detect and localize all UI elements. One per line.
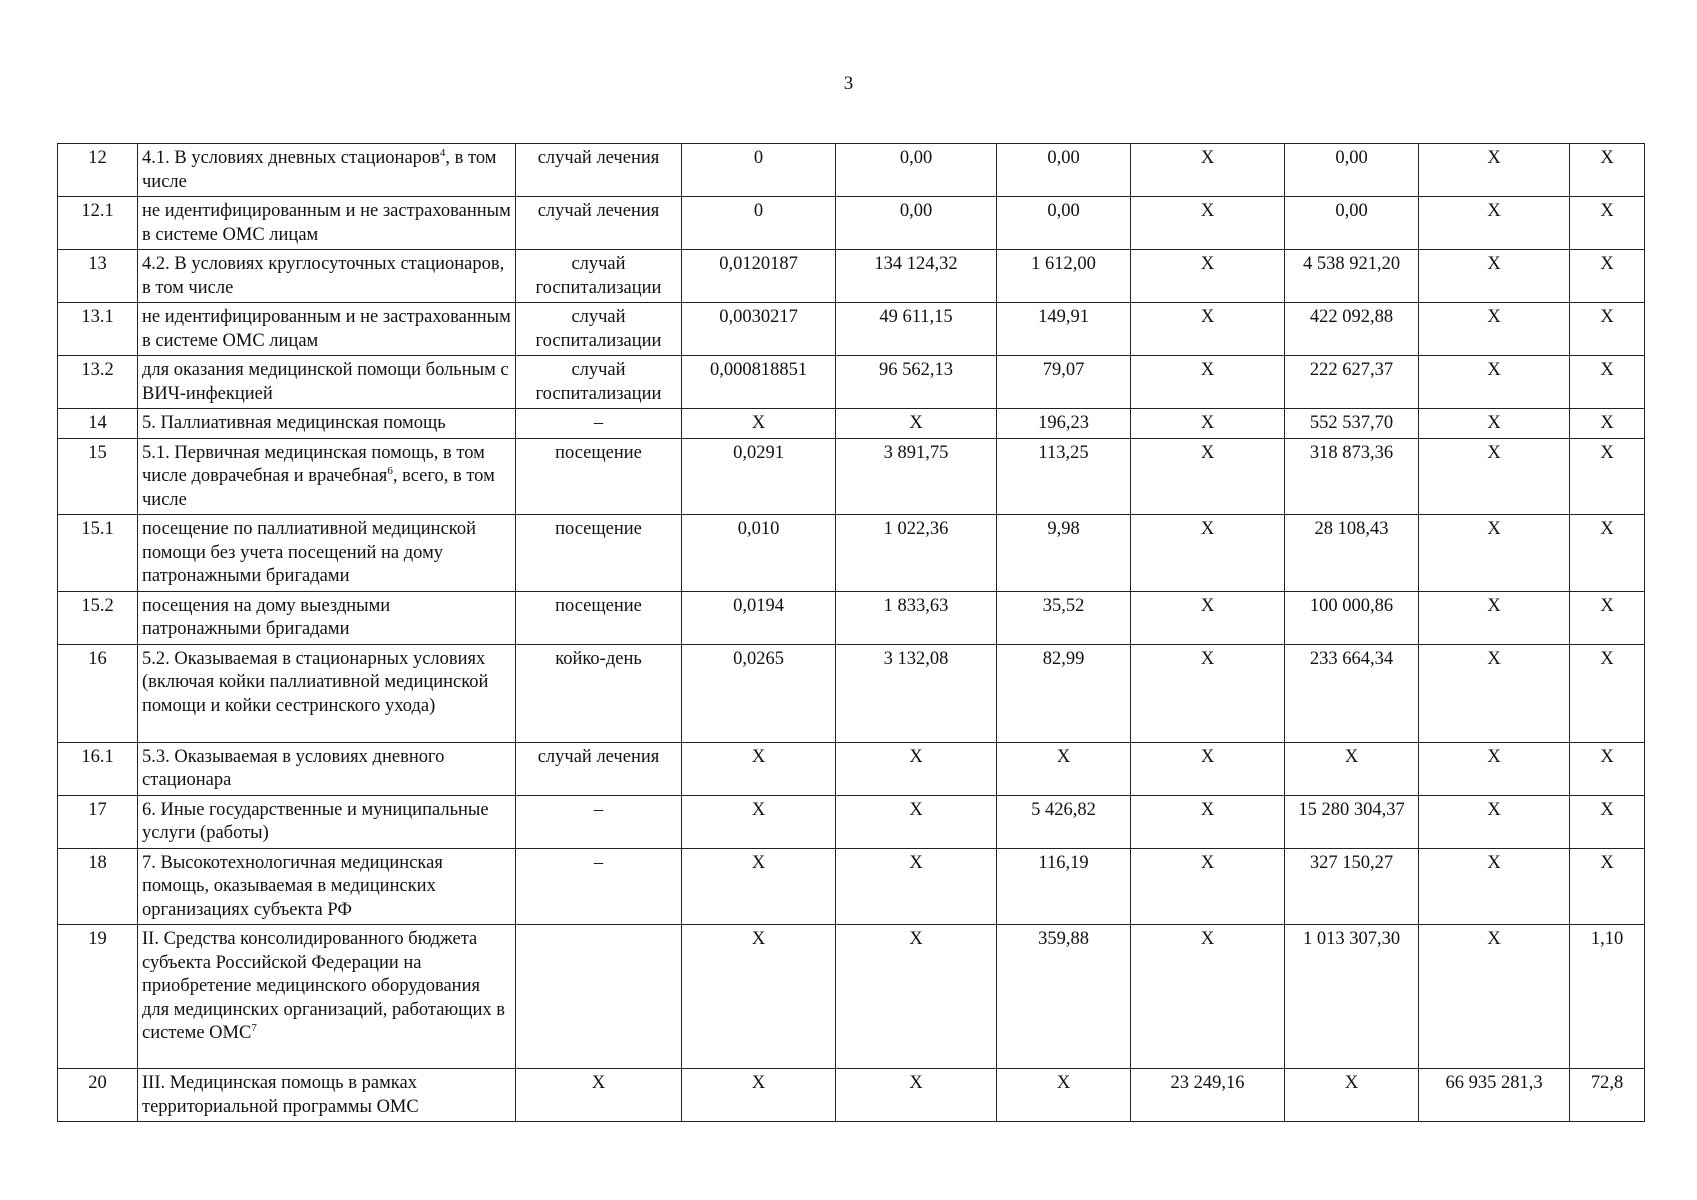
value-cell-1: Х (682, 409, 836, 439)
value-cell-2: 96 562,13 (836, 356, 997, 409)
row-number-cell: 12.1 (58, 197, 138, 250)
value-cell-2: Х (836, 409, 997, 439)
value-cell-4: Х (1131, 409, 1285, 439)
table-body (58, 144, 1645, 1122)
value-cell-2: 134 124,32 (836, 250, 997, 303)
item-name-text: 5. Паллиативная медицинская помощь (142, 413, 446, 433)
value-cell-4: Х (1131, 742, 1285, 795)
value-cell-4: Х (1131, 250, 1285, 303)
item-name-tail: , всего, в том числе (142, 466, 495, 510)
value-cell-5: Х (1285, 742, 1419, 795)
item-name-text: для оказания медицинской помощи больным с ВИЧ-инфекцией (142, 360, 509, 404)
row-number-cell: 13.1 (58, 303, 138, 356)
value-cell-6: Х (1419, 144, 1570, 197)
value-cell-5: 0,00 (1285, 144, 1419, 197)
value-cell-2: 1 022,36 (836, 515, 997, 592)
unit-cell: Х (516, 1069, 682, 1122)
value-cell-2: Х (836, 925, 997, 1069)
value-cell-4: Х (1131, 144, 1285, 197)
value-cell-7: Х (1570, 409, 1645, 439)
unit-cell: – (516, 795, 682, 848)
value-cell-6: Х (1419, 925, 1570, 1069)
table-row (58, 250, 1645, 303)
value-cell-4: Х (1131, 925, 1285, 1069)
unit-cell: койко-день (516, 644, 682, 742)
value-cell-1: Х (682, 795, 836, 848)
item-name-cell (138, 197, 516, 250)
value-cell-6: Х (1419, 515, 1570, 592)
unit-cell: – (516, 848, 682, 925)
item-name-text: 5.3. Оказываемая в условиях дневного стационара (142, 746, 445, 790)
value-cell-1: 0,010 (682, 515, 836, 592)
item-name-text: 7. Высокотехнологичная медицинская помощь, оказываемая в медицинских организациях субъекта РФ (142, 852, 443, 920)
row-number-cell: 15.1 (58, 515, 138, 592)
row-number-cell: 16 (58, 644, 138, 742)
value-cell-6: Х (1419, 848, 1570, 925)
item-name-cell (138, 250, 516, 303)
unit-cell: посещение (516, 438, 682, 515)
value-cell-4: Х (1131, 644, 1285, 742)
item-name-cell (138, 591, 516, 644)
item-name-cell (138, 1069, 516, 1122)
value-cell-7: Х (1570, 144, 1645, 197)
table-row (58, 848, 1645, 925)
value-cell-4: Х (1131, 591, 1285, 644)
value-cell-2: Х (836, 848, 997, 925)
table-row (58, 197, 1645, 250)
value-cell-2: Х (836, 795, 997, 848)
item-name-text: 6. Иные государственные и муниципальные услуги (работы) (142, 799, 489, 843)
value-cell-5: 1 013 307,30 (1285, 925, 1419, 1069)
value-cell-7: Х (1570, 250, 1645, 303)
unit-cell: посещение (516, 515, 682, 592)
item-name-text: посещение по паллиативной медицинской помощи без учета посещений на дому патронажными бригадами (142, 519, 476, 586)
unit-cell: случай лечения (516, 144, 682, 197)
table-row (58, 356, 1645, 409)
value-cell-6: Х (1419, 197, 1570, 250)
unit-cell: случай лечения (516, 742, 682, 795)
value-cell-5: 233 664,34 (1285, 644, 1419, 742)
item-name-text: 4.2. В условиях круглосуточных стационаров, в том числе (142, 254, 505, 298)
table-row (58, 515, 1645, 592)
item-name-text: не идентифицированным и не застрахованным в системе ОМС лицам (142, 307, 511, 351)
value-cell-1: Х (682, 925, 836, 1069)
item-name-cell (138, 644, 516, 742)
value-cell-5: Х (1285, 1069, 1419, 1122)
table-row (58, 303, 1645, 356)
value-cell-3: 359,88 (997, 925, 1131, 1069)
value-cell-3: Х (997, 742, 1131, 795)
unit-cell: случай госпитализации (516, 250, 682, 303)
value-cell-3: 82,99 (997, 644, 1131, 742)
value-cell-7: Х (1570, 795, 1645, 848)
row-number-cell: 14 (58, 409, 138, 439)
item-name-text: 5.1. Первичная медицинская помощь, в том числе доврачебная и врачебная (142, 442, 485, 486)
table-row (58, 409, 1645, 439)
table-row (58, 1069, 1645, 1122)
value-cell-1: 0,000818851 (682, 356, 836, 409)
value-cell-1: 0,0030217 (682, 303, 836, 356)
value-cell-5: 422 092,88 (1285, 303, 1419, 356)
value-cell-3: 5 426,82 (997, 795, 1131, 848)
item-name-cell (138, 848, 516, 925)
value-cell-7: Х (1570, 644, 1645, 742)
table-row (58, 644, 1645, 742)
item-name-cell (138, 438, 516, 515)
value-cell-6: Х (1419, 742, 1570, 795)
value-cell-3: 9,98 (997, 515, 1131, 592)
value-cell-1: Х (682, 1069, 836, 1122)
table-row (58, 795, 1645, 848)
value-cell-2: Х (836, 1069, 997, 1122)
value-cell-1: 0,0265 (682, 644, 836, 742)
item-name-text: II. Средства консолидированного бюджета субъекта Российской Федерации на приобретение медицинского оборудования для медицинских организаций, работающих в системе ОМС (142, 929, 505, 1043)
value-cell-5: 552 537,70 (1285, 409, 1419, 439)
item-name-text: 4.1. В условиях дневных стационаров (142, 148, 440, 168)
value-cell-4: Х (1131, 303, 1285, 356)
table-row (58, 438, 1645, 515)
value-cell-6: Х (1419, 250, 1570, 303)
unit-cell: случай госпитализации (516, 303, 682, 356)
table-row (58, 144, 1645, 197)
unit-cell: случай госпитализации (516, 356, 682, 409)
value-cell-6: Х (1419, 591, 1570, 644)
item-name-cell (138, 515, 516, 592)
row-number-cell: 18 (58, 848, 138, 925)
value-cell-1: 0 (682, 197, 836, 250)
value-cell-1: 0,0194 (682, 591, 836, 644)
value-cell-3: 0,00 (997, 197, 1131, 250)
value-cell-4: Х (1131, 848, 1285, 925)
unit-cell (516, 925, 682, 1069)
value-cell-3: 149,91 (997, 303, 1131, 356)
item-name-cell (138, 795, 516, 848)
value-cell-4: Х (1131, 197, 1285, 250)
value-cell-2: 0,00 (836, 144, 997, 197)
unit-cell: случай лечения (516, 197, 682, 250)
value-cell-1: 0 (682, 144, 836, 197)
value-cell-5: 0,00 (1285, 197, 1419, 250)
row-number-cell: 20 (58, 1069, 138, 1122)
value-cell-2: 0,00 (836, 197, 997, 250)
value-cell-1: 0,0291 (682, 438, 836, 515)
row-number-cell: 17 (58, 795, 138, 848)
page-number: 3 (843, 73, 854, 94)
row-number-cell: 13 (58, 250, 138, 303)
value-cell-7: 1,10 (1570, 925, 1645, 1069)
value-cell-2: Х (836, 742, 997, 795)
value-cell-5: 28 108,43 (1285, 515, 1419, 592)
item-name-text: посещения на дому выездными патронажными бригадами (142, 595, 391, 639)
unit-cell: – (516, 409, 682, 439)
row-number-cell: 15.2 (58, 591, 138, 644)
value-cell-5: 100 000,86 (1285, 591, 1419, 644)
footnote-marker: 4 (439, 146, 446, 159)
item-name-cell (138, 356, 516, 409)
value-cell-4: Х (1131, 356, 1285, 409)
item-name-tail: , в том числе (142, 148, 497, 192)
value-cell-3: 0,00 (997, 144, 1131, 197)
value-cell-6: Х (1419, 303, 1570, 356)
table-row (58, 591, 1645, 644)
value-cell-1: Х (682, 742, 836, 795)
value-cell-6: Х (1419, 356, 1570, 409)
value-cell-3: Х (997, 1069, 1131, 1122)
value-cell-5: 4 538 921,20 (1285, 250, 1419, 303)
value-cell-7: Х (1570, 591, 1645, 644)
item-name-text: 5.2. Оказываемая в стационарных условиях (включая койки паллиативной медицинской помощи и койки сестринского ухода) (142, 648, 489, 716)
value-cell-1: Х (682, 848, 836, 925)
row-number-cell: 12 (58, 144, 138, 197)
item-name-cell (138, 303, 516, 356)
footnote-marker: 6 (387, 464, 393, 477)
value-cell-2: 1 833,63 (836, 591, 997, 644)
value-cell-3: 1 612,00 (997, 250, 1131, 303)
row-number-cell: 19 (58, 925, 138, 1069)
row-number-cell: 15 (58, 438, 138, 515)
table-row (58, 925, 1645, 1069)
value-cell-2: 49 611,15 (836, 303, 997, 356)
item-name-cell (138, 925, 516, 1069)
unit-cell: посещение (516, 591, 682, 644)
value-cell-6: Х (1419, 409, 1570, 439)
value-cell-7: Х (1570, 356, 1645, 409)
row-number-cell: 13.2 (58, 356, 138, 409)
value-cell-5: 222 627,37 (1285, 356, 1419, 409)
value-cell-3: 79,07 (997, 356, 1131, 409)
value-cell-6: Х (1419, 438, 1570, 515)
value-cell-6: 66 935 281,3 (1419, 1069, 1570, 1122)
value-cell-7: Х (1570, 515, 1645, 592)
value-cell-7: Х (1570, 438, 1645, 515)
data-table (57, 143, 1645, 1122)
item-name-cell (138, 144, 516, 197)
value-cell-3: 116,19 (997, 848, 1131, 925)
value-cell-4: 23 249,16 (1131, 1069, 1285, 1122)
value-cell-5: 318 873,36 (1285, 438, 1419, 515)
value-cell-7: Х (1570, 303, 1645, 356)
value-cell-7: Х (1570, 197, 1645, 250)
value-cell-6: Х (1419, 644, 1570, 742)
value-cell-4: Х (1131, 438, 1285, 515)
value-cell-3: 35,52 (997, 591, 1131, 644)
value-cell-7: Х (1570, 742, 1645, 795)
value-cell-3: 196,23 (997, 409, 1131, 439)
value-cell-2: 3 891,75 (836, 438, 997, 515)
table-row (58, 742, 1645, 795)
value-cell-2: 3 132,08 (836, 644, 997, 742)
value-cell-7: Х (1570, 848, 1645, 925)
value-cell-6: Х (1419, 795, 1570, 848)
item-name-text: III. Медицинская помощь в рамках территориальной программы ОМС (142, 1073, 419, 1117)
footnote-marker: 7 (251, 1021, 257, 1034)
item-name-text: не идентифицированным и не застрахованным в системе ОМС лицам (142, 201, 511, 245)
value-cell-4: Х (1131, 515, 1285, 592)
item-name-cell (138, 742, 516, 795)
item-name-cell (138, 409, 516, 439)
row-number-cell: 16.1 (58, 742, 138, 795)
value-cell-5: 327 150,27 (1285, 848, 1419, 925)
value-cell-1: 0,0120187 (682, 250, 836, 303)
value-cell-3: 113,25 (997, 438, 1131, 515)
value-cell-7: 72,8 (1570, 1069, 1645, 1122)
value-cell-4: Х (1131, 795, 1285, 848)
value-cell-5: 15 280 304,37 (1285, 795, 1419, 848)
